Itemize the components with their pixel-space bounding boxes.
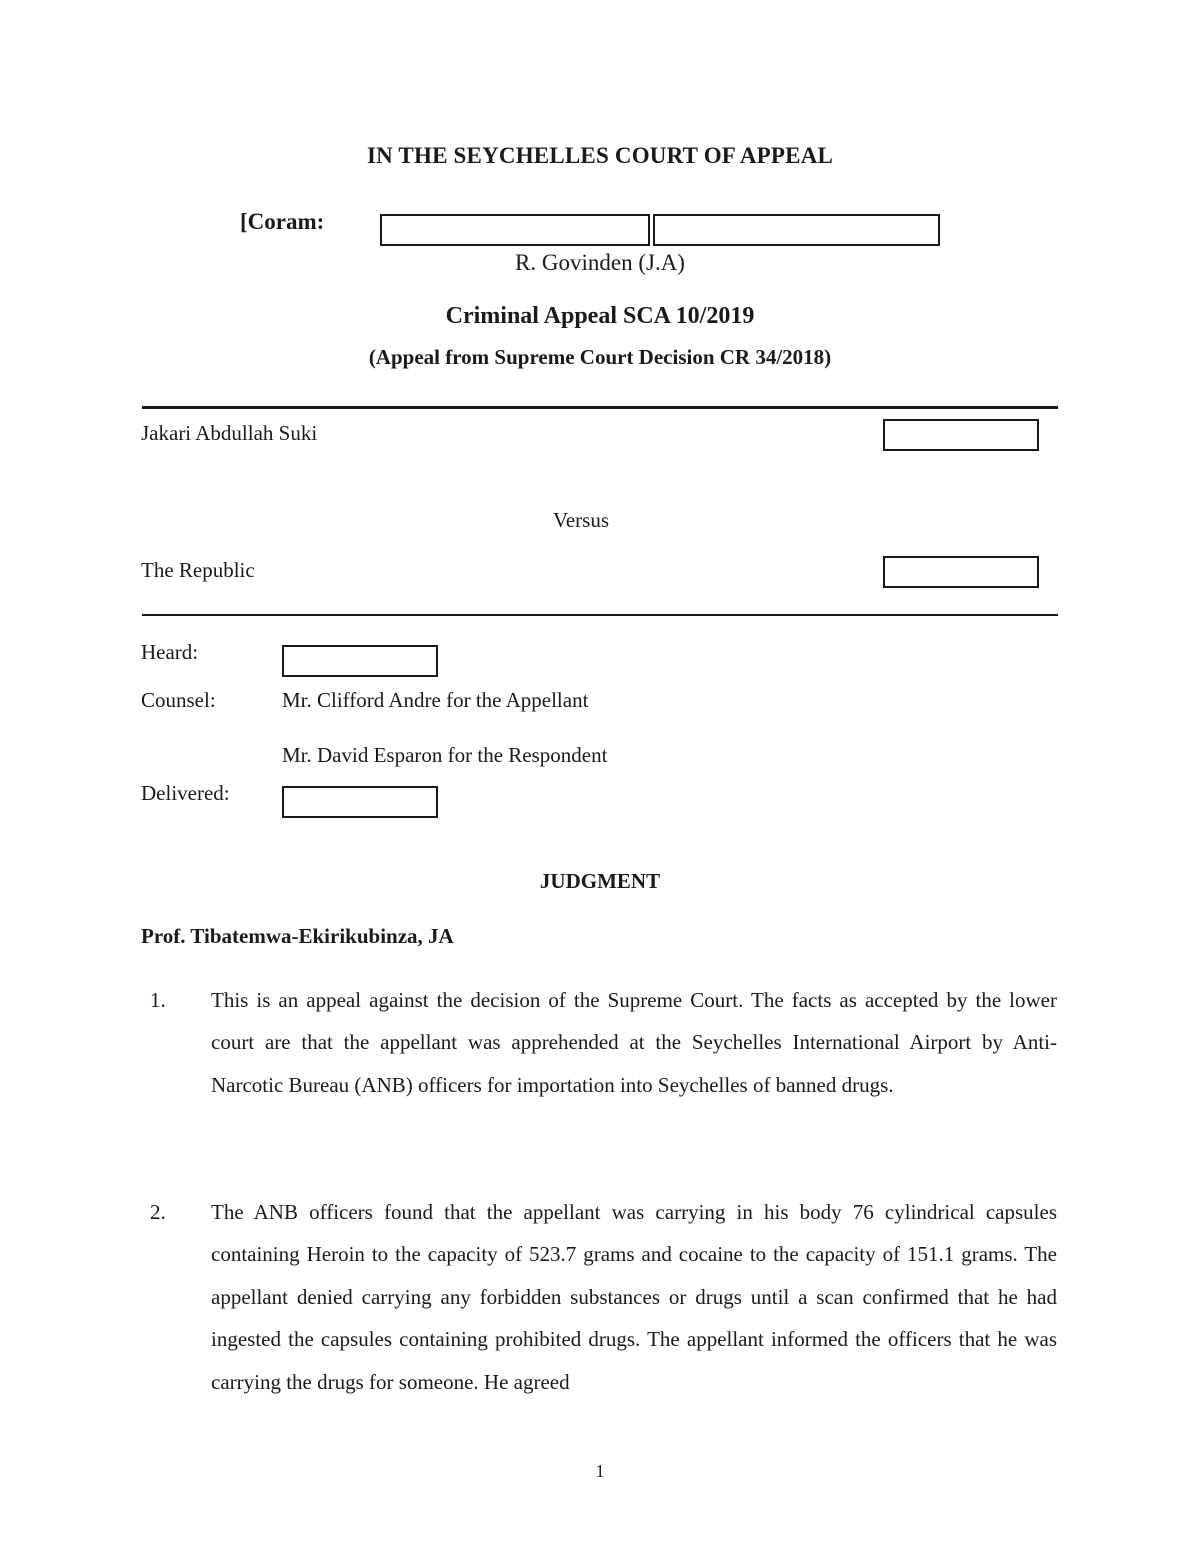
judgment-heading: JUDGMENT: [539, 869, 661, 893]
paragraph-number: 1.: [150, 988, 166, 1012]
versus-label: Versus: [553, 508, 609, 532]
appeal-from: (Appeal from Supreme Court Decision CR 34/2018): [368, 345, 832, 369]
judgment-author: Prof. Tibatemwa-Ekirikubinza, JA: [141, 924, 454, 948]
divider-top: [142, 406, 1058, 409]
counsel-label: Counsel:: [141, 688, 216, 712]
case-number: Criminal Appeal SCA 10/2019: [445, 303, 755, 329]
court-title: IN THE SEYCHELLES COURT OF APPEAL: [366, 143, 834, 168]
coram-judge-field-2[interactable]: [653, 214, 940, 246]
appellant-role-field[interactable]: [883, 419, 1039, 451]
paragraph-text: The ANB officers found that the appellant was carrying in his body 76 cylindrical capsules containing Heroin to the capacity of 523.7 grams and cocaine to the capacity of 151.1 grams. The appellant denied carrying any forbidden substances or drugs until a scan confirmed that he had ingested the capsules containing prohibited drugs. The appellant informed the officers that he was carrying the drugs for someone. He agreed: [211, 1200, 1057, 1394]
divider-bottom: [142, 614, 1058, 616]
appellant-name: Jakari Abdullah Suki: [141, 421, 318, 445]
delivered-date-field[interactable]: [282, 786, 438, 818]
respondent-name: The Republic: [141, 558, 255, 582]
paragraph-text: This is an appeal against the decision of the Supreme Court. The facts as accepted by the lower court are that the appellant was apprehended at the Seychelles International Airport by Anti-Narcotic Bureau (ANB) officers for importation into Seychelles of banned drugs.: [211, 988, 1057, 1097]
paragraph-number: 2.: [150, 1200, 166, 1224]
respondent-role-field[interactable]: [883, 556, 1039, 588]
heard-label: Heard:: [141, 640, 199, 664]
coram-label: [Coram:: [240, 209, 325, 234]
coram-judge-name: R. Govinden (J.A): [515, 250, 685, 275]
coram-judge-field-1[interactable]: [380, 214, 650, 246]
delivered-label: Delivered:: [141, 781, 230, 805]
heard-date-field[interactable]: [282, 645, 438, 677]
counsel-appellant: Mr. Clifford Andre for the Appellant: [282, 688, 589, 712]
page-number: 1: [595, 1461, 605, 1481]
counsel-respondent: Mr. David Esparon for the Respondent: [282, 743, 608, 767]
